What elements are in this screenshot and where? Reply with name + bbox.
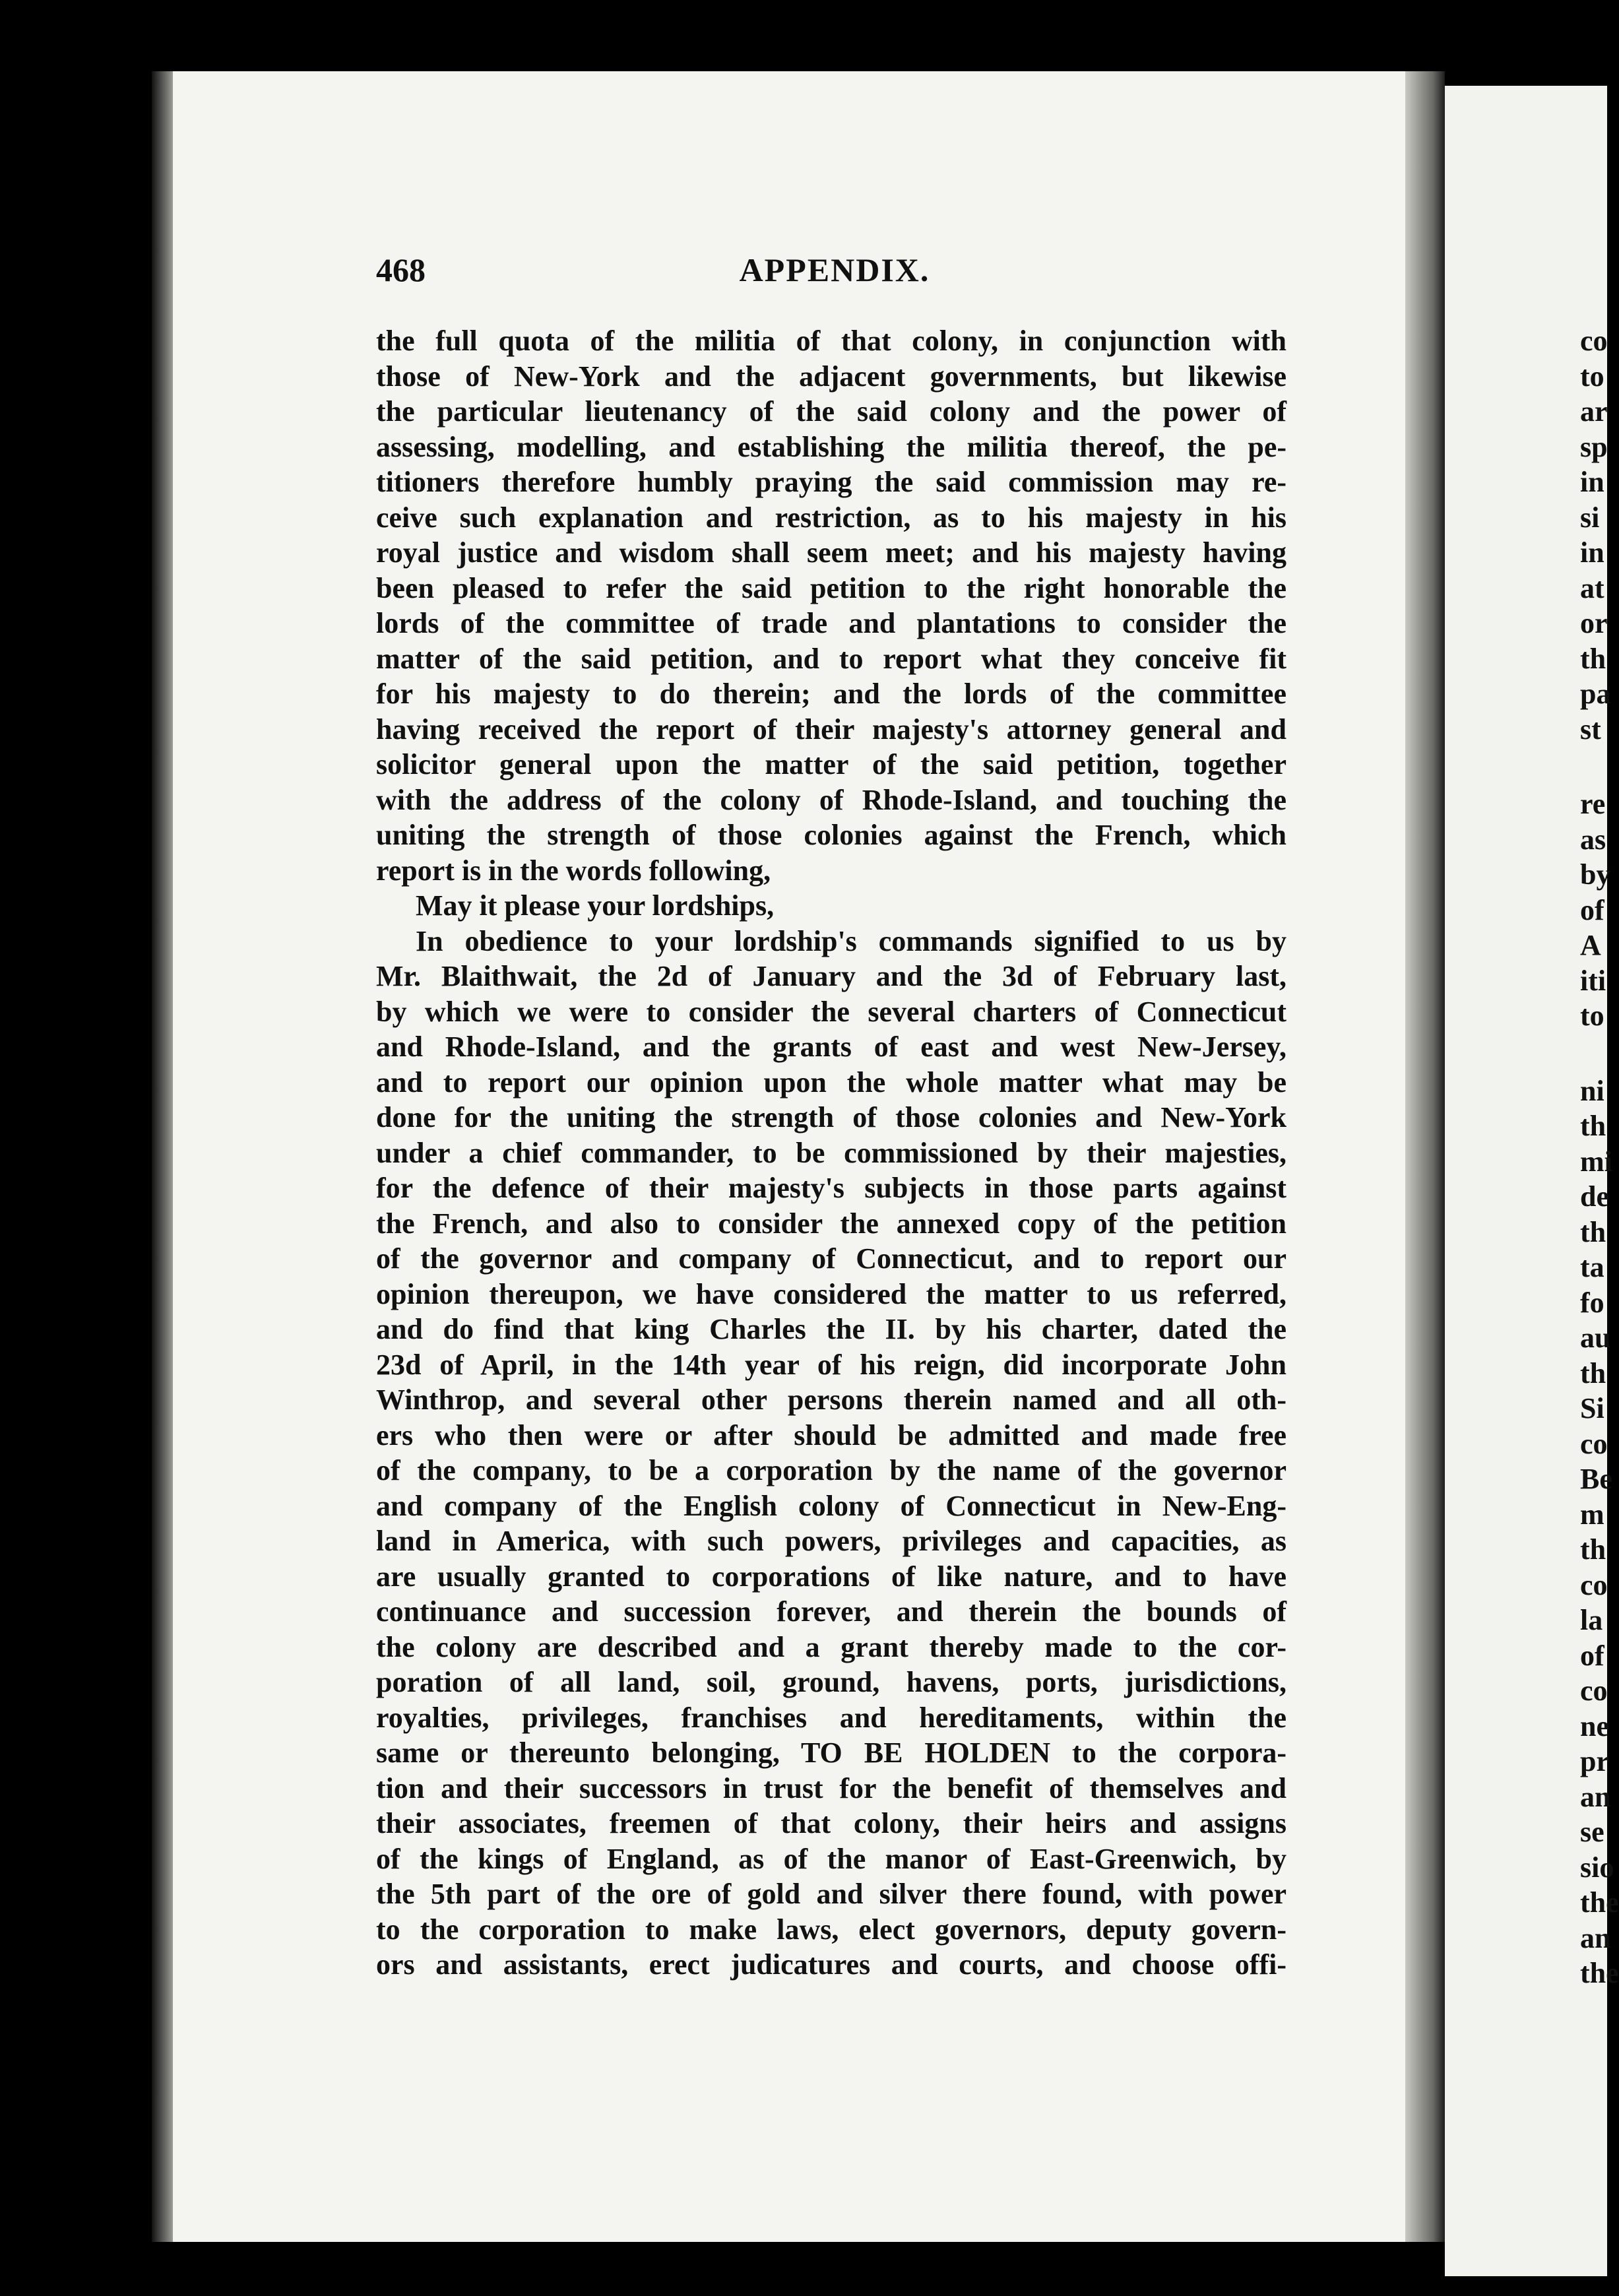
facing-page-fragment: ar (1580, 395, 1608, 428)
text-line: and to report our opinion upon the whole matter what may be (376, 1066, 1286, 1099)
facing-page-fragment: de (1580, 1180, 1609, 1213)
facing-page-fragment: au (1580, 1322, 1611, 1354)
facing-page-fragment: th (1580, 1356, 1606, 1389)
facing-page-fragment: th (1580, 642, 1606, 675)
page-header: APPENDIX. (739, 251, 930, 288)
text-line: of the company, to be a corporation by the name of the governor (376, 1454, 1286, 1486)
text-line: of the governor and company of Connecticut, and to report our (376, 1242, 1286, 1275)
facing-page-fragment: ta (1580, 1251, 1604, 1283)
paragraph-gap (1580, 1034, 1607, 1073)
text-line: same or thereunto belonging, TO BE HOLDEN to the corpora- (376, 1737, 1286, 1769)
text-line: assessing, modelling, and establishing the militia thereof, the pe- (376, 430, 1286, 463)
text-line: land in America, with such powers, privileges and capacities, as (376, 1525, 1286, 1557)
facing-page-fragment: co (1580, 1674, 1608, 1707)
facing-page-fragment: in (1580, 536, 1604, 569)
text-line: ors and assistants, erect judicatures and courts, and choose offi- (376, 1948, 1286, 1981)
text-line: solicitor general upon the matter of the said petition, together (376, 748, 1286, 781)
text-line: the French, and also to consider the annexed copy of the petition (376, 1207, 1286, 1240)
text-line: the particular lieutenancy of the said colony and the power of (376, 395, 1286, 428)
text-line: having received the report of their majesty's attorney general and (376, 713, 1286, 746)
facing-page-fragment: the (1580, 1886, 1619, 1919)
facing-page-fragment: iti (1580, 964, 1606, 997)
facing-page-fragment: co (1580, 1568, 1608, 1601)
facing-page-fragment: Si (1580, 1392, 1604, 1424)
salutation-line: May it please your lordships, (416, 889, 775, 922)
text-line: for his majesty to do therein; and the lords of the committee (376, 678, 1286, 710)
running-head (376, 251, 1293, 303)
facing-page-fragment: an (1580, 1780, 1611, 1813)
paragraph-start-line: In obedience to your lordship's commands signified to us by (416, 924, 1286, 957)
facing-page-fragment: by (1580, 858, 1611, 891)
text-line: the colony are described and a grant thereby made to the cor- (376, 1630, 1286, 1663)
text-line: ers who then were or after should be admitted and made free (376, 1419, 1286, 1451)
facing-page-fragment: to (1580, 1000, 1604, 1032)
facing-page-fragment: ne (1580, 1709, 1609, 1742)
facing-page-fragment: la (1580, 1604, 1603, 1636)
facing-page-fragment: si (1580, 501, 1600, 534)
facing-page-fragment: mi (1580, 1145, 1612, 1178)
facing-page-fragment: sio (1580, 1851, 1614, 1884)
facing-page-fragment: fo (1580, 1286, 1604, 1319)
facing-page-fragment: pr (1580, 1745, 1609, 1777)
text-line: matter of the said petition, and to report what they conceive fit (376, 642, 1286, 675)
text-line: tion and their successors in trust for the benefit of themselves and (376, 1771, 1286, 1804)
facing-page-fragment: co (1580, 1427, 1608, 1460)
text-line: and Rhode-Island, and the grants of east and west New-Jersey, (376, 1031, 1286, 1063)
text-line: and do find that king Charles the II. by his charter, dated the (376, 1313, 1286, 1345)
facing-page-fragment: Be (1580, 1463, 1612, 1495)
text-line: done for the uniting the strength of those colonies and New-York (376, 1101, 1286, 1133)
text-line: Mr. Blaithwait, the 2d of January and the 3d of February last, (376, 960, 1286, 992)
facing-page-fragment: m (1580, 1498, 1604, 1531)
facing-page-fragment: th (1580, 1215, 1606, 1248)
text-line: their associates, freemen of that colony, their heirs and assigns (376, 1807, 1286, 1839)
facing-page-fragment: co (1580, 325, 1608, 357)
facing-page-fragment: se (1580, 1816, 1604, 1848)
facing-page-fragment: th (1580, 1533, 1606, 1566)
facing-page-fragment: pa (1580, 678, 1611, 710)
body-text (376, 323, 1286, 1983)
text-line: ceive such explanation and restriction, as to his majesty in his (376, 501, 1286, 534)
facing-page-fragment: of (1580, 1639, 1604, 1672)
text-line: been pleased to refer the said petition to the right honorable the (376, 571, 1286, 604)
text-line: the full quota of the militia of that colony, in conjunction with (376, 325, 1286, 357)
text-line: royal justice and wisdom shall seem meet; and his majesty having (376, 536, 1286, 569)
text-line: under a chief commander, to be commissioned by their majesties, (376, 1136, 1286, 1169)
facing-page-fragment: th (1580, 1110, 1606, 1142)
text-line: to the corporation to make laws, elect governors, deputy govern- (376, 1913, 1286, 1946)
facing-page-fragment: as (1580, 823, 1606, 856)
text-line: by which we were to consider the several charters of Connecticut (376, 995, 1286, 1028)
facing-page-fragment: of (1580, 893, 1604, 926)
text-line: report is in the words following, (376, 854, 771, 887)
paragraph-gap (1580, 747, 1607, 786)
text-line: poration of all land, soil, ground, havens, ports, jurisdictions, (376, 1666, 1286, 1698)
page-edge-shadow (152, 71, 173, 2242)
facing-page-fragment: an (1580, 1921, 1611, 1954)
facing-page-fragment: in (1580, 466, 1604, 498)
facing-page-fragment: A (1580, 929, 1601, 961)
text-line: opinion thereupon, we have considered the matter to us referred, (376, 1277, 1286, 1310)
facing-page-fragment: st (1580, 713, 1601, 746)
text-line: lords of the committee of trade and plantations to consider the (376, 607, 1286, 639)
text-line: those of New-York and the adjacent governments, but likewise (376, 360, 1286, 393)
facing-page-text (1580, 323, 1619, 1991)
text-line: are usually granted to corporations of like nature, and to have (376, 1560, 1286, 1593)
facing-page-fragment: re (1580, 788, 1606, 820)
text-line: for the defence of their majesty's subjects in those parts against (376, 1172, 1286, 1204)
text-line: titioners therefore humbly praying the said commission may re- (376, 466, 1286, 498)
facing-page-fragment: sp (1580, 430, 1608, 463)
facing-page-fragment: the (1580, 1957, 1619, 1989)
facing-page-fragment: or (1580, 607, 1608, 639)
text-line: Winthrop, and several other persons therein named and all oth- (376, 1384, 1286, 1416)
facing-page-fragment: to (1580, 360, 1604, 393)
facing-page-fragment: ni (1580, 1074, 1604, 1107)
text-line: and company of the English colony of Connecticut in New-Eng- (376, 1489, 1286, 1522)
text-line: royalties, privileges, franchises and hereditaments, within the (376, 1701, 1286, 1734)
page-number: 468 (376, 251, 426, 288)
text-line: of the kings of England, as of the manor of East-Greenwich, by (376, 1842, 1286, 1875)
facing-page-fragment: at (1580, 571, 1604, 604)
text-line: with the address of the colony of Rhode-Island, and touching the (376, 783, 1286, 816)
book-gutter (1405, 71, 1445, 2242)
text-line: continuance and succession forever, and therein the bounds of (376, 1595, 1286, 1628)
text-line: the 5th part of the ore of gold and silver there found, with power (376, 1878, 1286, 1910)
text-line: 23d of April, in the 14th year of his reign, did incorporate John (376, 1348, 1286, 1381)
text-line: uniting the strength of those colonies against the French, which (376, 819, 1286, 851)
